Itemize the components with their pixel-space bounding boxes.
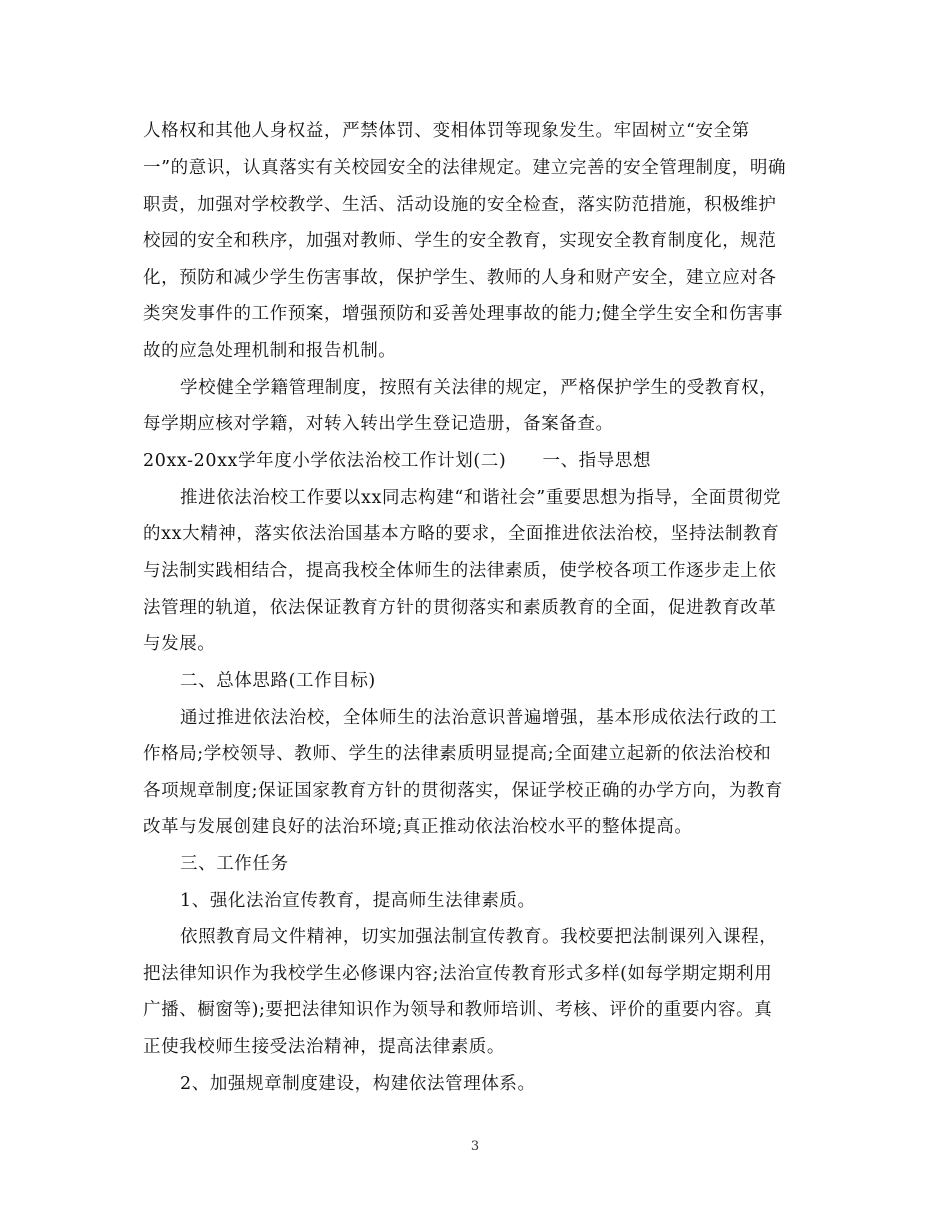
subsection-heading: 2、加强规章制度建设，构建依法管理体系。 <box>180 1074 536 1094</box>
text-line: 通过推进依法治校，全体师生的法治意识普遍增强，基本形成依法行政的工 <box>180 708 778 728</box>
text-line: 推进依法治校工作要以xx同志构建“和谐社会”重要思想为指导，全面贯彻党 <box>180 488 782 508</box>
text-line: 每学期应核对学籍，对转入转出学生登记造册，备案备查。 <box>143 414 614 434</box>
text-line: 类突发事件的工作预案，增强预防和妥善处理事故的能力;健全学生安全和伤害事 <box>143 304 783 324</box>
text-line: 正使我校师生接受法治精神，提高法律素质。 <box>143 1037 505 1057</box>
text-line: 改革与发展创建良好的法治环境;真正推动依法治校水平的整体提高。 <box>143 817 693 837</box>
text-line: 化，预防和减少学生伤害事故，保护学生、教师的人身和财产安全，建立应对各 <box>143 268 777 288</box>
text-line: 人格权和其他人身权益，严禁体罚、变相体罚等现象发生。牢固树立“安全第 <box>143 121 750 141</box>
text-line: 把法律知识作为我校学生必修课内容;法治宣传教育形式多样(如每学期定期利用 <box>143 964 773 984</box>
text-line: 广播、橱窗等);要把法律知识作为领导和教师培训、考核、评价的重要内容。真 <box>143 1000 773 1020</box>
text-line: 法管理的轨道，依法保证教育方针的贯彻落实和素质教育的全面，促进教育改革 <box>143 598 777 618</box>
text-line: 的xx大精神，落实依法治国基本方略的要求，全面推进依法治校，坚持法制教育 <box>143 524 780 544</box>
text-line: 作格局;学校领导、教师、学生的法律素质明显提高;全面建立起新的依法治校和 <box>143 744 772 764</box>
section-heading: 二、总体思路(工作目标) <box>180 671 376 691</box>
text-line: 故的应急处理机制和报告机制。 <box>143 341 397 361</box>
text-line: 与法制实践相结合，提高我校全体师生的法律素质，使学校各项工作逐步走上依 <box>143 561 777 581</box>
page-number: 3 <box>470 1139 480 1154</box>
section-title: 20xx-20xx学年度小学依法治校工作计划(二) 一、指导思想 <box>143 451 652 471</box>
text-line: 学校健全学籍管理制度，按照有关法律的规定，严格保护学生的受教育权， <box>180 378 778 398</box>
text-line: 与发展。 <box>143 634 216 654</box>
section-heading: 三、工作任务 <box>180 854 289 874</box>
text-line: 各项规章制度;保证国家教育方针的贯彻落实，保证学校正确的办学方向，为教育 <box>143 781 783 801</box>
text-line: 职责，加强对学校教学、生活、活动设施的安全检查，落实防范措施，积极维护 <box>143 195 777 215</box>
text-line: 校园的安全和秩序，加强对教师、学生的安全教育，实现安全教育制度化，规范 <box>143 231 777 251</box>
text-line: 依照教育局文件精神，切实加强法制宣传教育。我校要把法制课列入课程， <box>180 927 778 947</box>
subsection-heading: 1、强化法治宣传教育，提高师生法律素质。 <box>180 891 536 911</box>
text-line: 一”的意识，认真落实有关校园安全的法律规定。建立完善的安全管理制度，明确 <box>143 158 787 178</box>
